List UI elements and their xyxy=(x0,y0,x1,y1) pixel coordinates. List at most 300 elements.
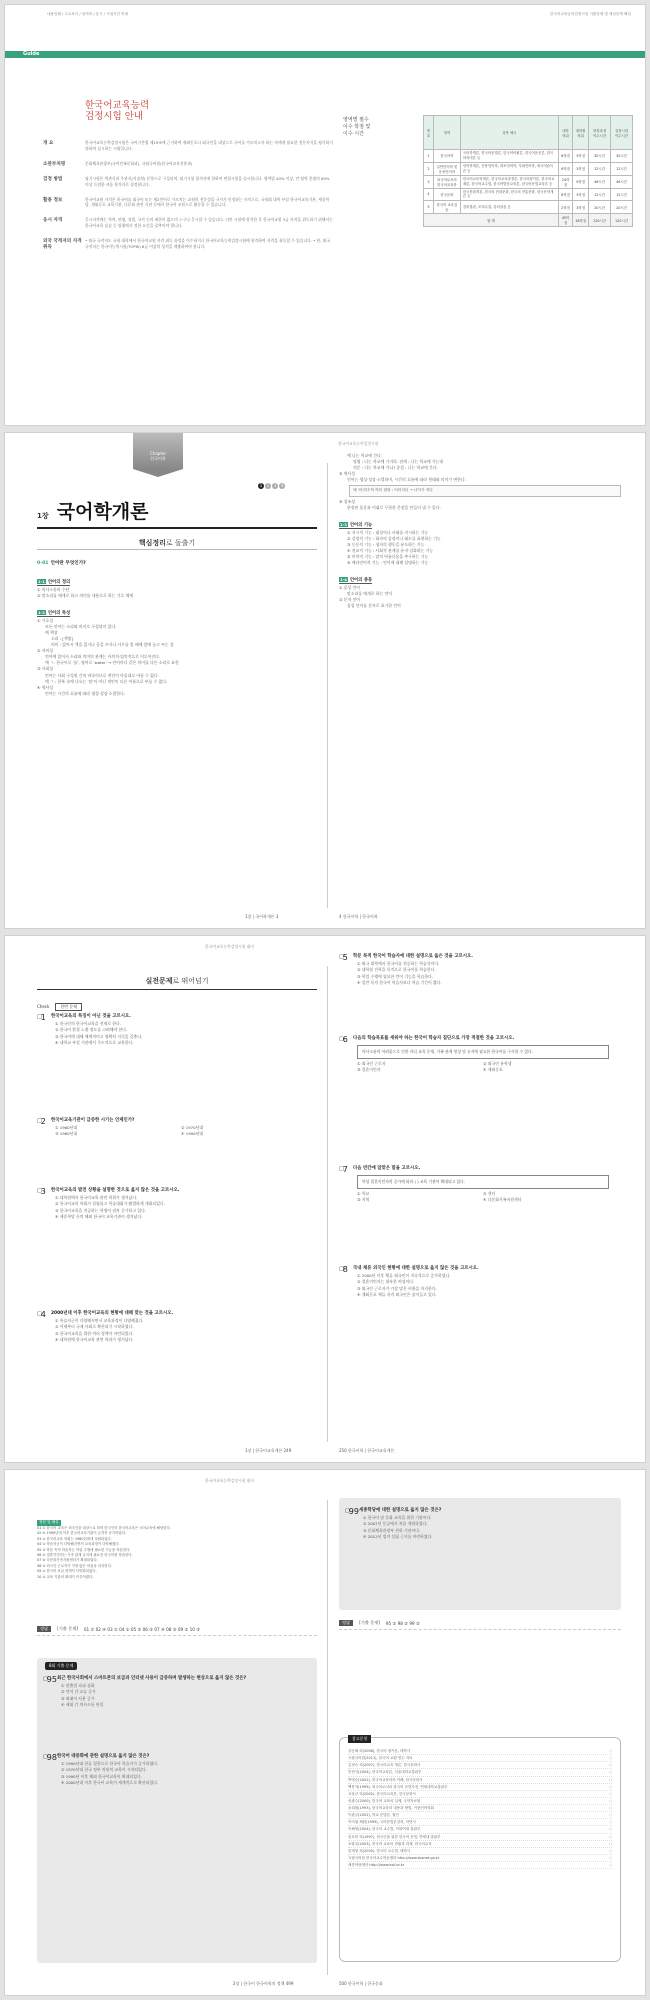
answer-option: ④ 다문화가족지원센터 xyxy=(483,1197,522,1203)
section-label: 활용 정보 xyxy=(43,197,63,203)
table-cell-subject: 강의참관, 모의수업, 강의실습 등 xyxy=(460,201,558,214)
footer-left: 1장 | 한국어교육개론 249 xyxy=(245,1448,292,1453)
core-summary-heading xyxy=(77,538,257,548)
side-line: 영역별 필수 xyxy=(343,117,369,123)
table-cell-c3: 12시간 xyxy=(589,162,611,175)
question-number: □ 5 xyxy=(339,954,353,961)
body-line: 예 ㄱ : 한복 속에 나오는 '말'이 아닌 개인이 다른 이름으로 부를 수 없다. xyxy=(45,678,168,684)
table-header-cell: 검정시험 이수시간 xyxy=(611,116,633,150)
top-meta-right: 한국어교육능력검정시험 기출문제 및 예상문제 해설 xyxy=(550,12,631,16)
question-95 xyxy=(43,1676,313,1709)
table-sum-c1: 45학점 xyxy=(558,214,572,227)
answer-option: ② 1970년대 한국 정부 차원의 교육이 시작되었다. xyxy=(61,1767,147,1773)
answer-line: 10 ③ 교육 기관의 확대가 이루어졌다. xyxy=(37,1574,94,1579)
check-label xyxy=(37,1003,82,1011)
reference-item: 세종학당재단 http://www.ksif.or.kr ○ xyxy=(348,1862,612,1869)
question-stem xyxy=(37,1311,307,1318)
table-cell-area: 일반언어학 및 응용언어학 xyxy=(433,162,460,175)
table-cell-c4: 30시간 xyxy=(611,150,633,163)
question-text: 다음 빈칸에 알맞은 말을 고르시오. xyxy=(353,1166,421,1171)
reference-item: 강승혜 외(2006), 한국어 평가론, 태학사 ○ xyxy=(348,1748,612,1755)
table-sum-c3: 120시간 xyxy=(589,214,611,227)
question-stem xyxy=(37,1014,307,1021)
answer-option: ① 2000년 이후 체류 외국인이 지속적으로 증가하였다. xyxy=(357,1273,451,1278)
question-number: □ 95 xyxy=(43,1676,57,1683)
question-text: 다음의 학습목표를 세워야 하는 한국어 학습자 집단으로 가장 적절한 것을 고르시오. xyxy=(353,1036,515,1041)
gutter-line xyxy=(327,1500,328,1975)
body-line: 언어는 시간의 흐름에 따라 생성·성장·소멸한다. xyxy=(45,690,126,696)
body-line: ① 기호성 xyxy=(37,618,53,624)
body-line: 예 ㄱ: 한국어로 '물', 영어로 'water' → 언어마다 같은 의미를 다른 소리로 표현 xyxy=(45,660,179,666)
answer-option: ① 대학원에서 한국어교육 관련 학위가 생겨났다. xyxy=(55,1195,138,1200)
question-7 xyxy=(339,1166,609,1204)
table-header-cell: 대학원 학위 xyxy=(573,116,589,150)
question-number: □ 3 xyxy=(37,1188,51,1195)
footer-right: 4 한국어학 | 한국어학 xyxy=(339,914,378,919)
table-cell-c1: 6학점 xyxy=(558,162,572,175)
table-cell-c3: 30시간 xyxy=(589,150,611,163)
answer-option: ④ 대학교 부설 기관에서 주도적으로 교육한다. xyxy=(55,1040,134,1046)
answer-tag: 정답 및 해설 xyxy=(39,1520,59,1524)
section-text: 한국어교육능력검정시험은 국어기본법 제19조에 근거하여 재외동포나 외국인을 대상으로 국어를 가르치고자 하는 자에게 필요한 전문지식을 평가하기 위하여 실시하는 시험입니다. xyxy=(85,140,333,151)
question-99 xyxy=(345,1508,615,1541)
credit-table xyxy=(423,115,633,227)
reference-item: 국립국어원(2011), 한국어 교원 연수 자료 ○ xyxy=(348,1755,612,1762)
body-line: ① 지시적 기능 : 대상이나 사태를 지시하는 기능 xyxy=(347,529,429,535)
page-chapter-1 xyxy=(4,432,646,929)
answer-option: ④ 세종학당 등의 해외 한국어 교육기관이 생겨났다. xyxy=(55,1214,143,1220)
question-text: 한국어교육의 발전 상황을 설명한 것으로 옳지 않은 것을 고르시오. xyxy=(51,1188,180,1193)
table-cell-c4: 12시간 xyxy=(611,162,633,175)
answer-line: 05 ③ 학문 목적 학습자는 학업 수행에 필요한 기능을 학습한다. xyxy=(37,1547,131,1552)
question-number: □ 99 xyxy=(345,1508,359,1515)
topic-number: 0-01 xyxy=(37,561,49,566)
body-line: ① 의사소통의 수단 xyxy=(37,587,70,592)
question-number: □ 1 xyxy=(37,1014,51,1021)
title-line-2: 검정시험 안내 xyxy=(85,111,144,122)
side-line: 이수 시간 xyxy=(343,131,364,137)
heading-number: 1-1 xyxy=(38,579,45,584)
section-text: 한국어교원 자격은 한국어를 외국어 또는 제2언어로 가르치는 교원의 전문성을 국가가 인정하는 자격으로, 국내외 대학 부설 한국어교육기관, 세종학당, 재외동포 교육기관, 다문화 관련 기관 등에서 한국어 교원으로 활동할 수 있습니다. xyxy=(85,196,330,208)
heading-wrap xyxy=(37,568,317,587)
references-tag: 참고문헌 xyxy=(348,1735,371,1743)
body-line: 소리 : [책쌍] xyxy=(51,636,73,642)
table-cell-subject: 한국어교육학개론, 한국어교육과정론, 한국어평가론, 한국어교재론, 한국어교수법, 한국어발음교육론, 한국어문법교육론 등 xyxy=(460,175,558,188)
question-text: 한국어 대중화에 관한 설명으로 옳지 않은 것은? xyxy=(57,1754,150,1759)
answer-option: ② 대학원 진학을 목적으로 한국어를 학습한다. xyxy=(357,967,436,973)
body-line: 언어는 생성·성장·소멸하며, 시간의 흐름에 따라 형태와 의미가 변한다. xyxy=(347,477,466,483)
table-header-cell: 영역 xyxy=(433,116,460,150)
answer-option: ② 2007년 몽골에서 처음 개원하였다. xyxy=(363,1521,428,1527)
section-text: • 외국 국적자도 국내 대학에서 한국어교원 자격 취득 과정을 이수하거나 한국어교육능력검정시험에 합격하여 자격을 취득할 수 있습니다. • 단, 외국 국적자는 한국어능력시험(TOPIK) 6급 이상의 성적을 제출하여야 합니다. xyxy=(85,238,331,249)
body-line: ⑤ 미학적 기능 : 말의 아름다움을 추구하는 기능 xyxy=(347,554,429,560)
section-title-sub: 로 뛰어넘기 xyxy=(172,977,209,985)
question-6 xyxy=(339,1036,609,1074)
table-cell-area: 한국어학 xyxy=(433,150,460,163)
ribbon-line-1: Chapter xyxy=(150,451,166,456)
answer-option: ③ 외국인 근로자가 가장 많은 비율을 차지한다. xyxy=(357,1285,437,1291)
question-stem xyxy=(339,1036,609,1043)
answer-option: ③ 한국어교육을 위한 여러 정책이 마련되었다. xyxy=(55,1330,134,1336)
answer-option: ② 이제부터 국제 사회로 확산되기 시작하였다. xyxy=(55,1324,134,1330)
past-exam-tag: 8회 기출 문제 xyxy=(45,1662,77,1670)
reference-item: 국립국어원 한국어교수학습샘터 http://www.kosnet.go.kr ○ xyxy=(348,1855,612,1862)
question-4 xyxy=(37,1311,307,1344)
question-text: 최근 한국사회에서 스마트폰의 보급과 인터넷 사용이 급증하며 발생하는 현상으로 옳지 않은 것은? xyxy=(57,1676,247,1681)
body-line: ② 말소리를 매개로 하고 의미를 내용으로 하는 기호 체계 xyxy=(37,593,134,599)
topic-question xyxy=(37,560,317,566)
table-cell-c1: 24학점 xyxy=(558,175,572,188)
heading-text: 언어의 정의 xyxy=(47,580,71,585)
question-text: 세종학당에 대한 설명으로 옳지 않은 것은? xyxy=(359,1508,442,1513)
question-stem xyxy=(37,1188,307,1195)
answer-line: 03 ② 한국어교육 학회는 1980년대에 설립되었다. xyxy=(37,1536,112,1541)
footer-right: 250 한국어학 | 한국어교육개론 xyxy=(339,1448,395,1453)
section-text: 응시자격에는 학력, 연령, 성별, 국적 등의 제한이 없으며 누구나 응시할 수 있습니다. 다만 시험에 합격한 후 한국어교원 3급 자격을 취득하기 위해서는 한국어교육 실습 등 법령에서 정한 요건을 갖추어야 합니다. xyxy=(85,217,333,229)
reference-item: 성광수(2000), 한국어 교육의 실제, 국학자료원 ○ xyxy=(348,1798,612,1805)
guide-label: Guide xyxy=(23,51,40,57)
answer-option: ① 맞춤법 파괴 심화 xyxy=(61,1683,95,1688)
table-row xyxy=(424,162,633,175)
answer-option: ④ 일반 목적 한국어 학습자보다 학습 기간이 짧다. xyxy=(357,980,442,986)
answer-strip-tag: 정답 xyxy=(37,1626,51,1632)
body-line: ① 음성 언어 xyxy=(339,585,360,591)
answer-option: ③ 외래어 사용 증가 xyxy=(61,1695,95,1701)
table-cell-c4: 20시간 xyxy=(611,201,633,214)
heading-number: 1-4 xyxy=(340,577,347,583)
question-stem xyxy=(339,954,609,961)
heading-wrap xyxy=(37,599,317,618)
answer-option: ② 외국인 유학생 xyxy=(483,1060,512,1066)
answer-line: 01 ① 한국어 교육은 외국인을 대상으로 하며 한국인의 한국어교육은 국어교육에 해당한다. xyxy=(37,1525,171,1530)
answer-strip-label: [기출 문제] xyxy=(57,1626,78,1631)
subsection-heading xyxy=(37,610,70,617)
section-title xyxy=(37,976,317,990)
guide-section xyxy=(43,176,333,188)
answer-strip-values: 01 ① 02 ④ 03 ② 04 ① 05 ③ 06 ③ 07 ④ 08 ③ 09 ② 10 ③ xyxy=(83,1626,200,1632)
question-text: 한국어교육기관이 급증한 시기는 언제인가? xyxy=(51,1118,135,1123)
table-sum-label: 합 계 xyxy=(424,214,559,227)
answer-options xyxy=(37,1125,307,1138)
section-text: 문화체육관광부(국어민족문화과), 국립국어원(한국어교육진흥과) xyxy=(85,160,193,166)
table-cell-c1: 6학점 xyxy=(558,150,572,163)
answer-option: ② 한국어교육 학회가 설립되고 학술대회가 활발하게 개최되었다. xyxy=(55,1201,165,1207)
right-page-header: 한국어교육능력검정시험 xyxy=(338,441,379,446)
answer-option: ① 학습자군이 다양해지면서 교육과정이 다양해졌다. xyxy=(55,1318,144,1323)
page-answers xyxy=(4,1469,646,1996)
body-line: 모든 언어는 소리와 의미로 구성되어 있다. xyxy=(45,624,117,630)
answer-option: ① 한국어 및 문화 교육을 위한 기관이다. xyxy=(363,1515,432,1520)
question-1 xyxy=(37,1014,307,1047)
gutter-line xyxy=(327,463,328,908)
past-exam-box-right xyxy=(339,1498,621,1610)
page-header: 한국어교육능력검정시험 대비 xyxy=(205,1478,254,1483)
reference-item: 임호빈 외(1997), 외국인을 위한 한국어 문법, 연세대 출판부 ○ xyxy=(348,1834,612,1841)
answer-options xyxy=(339,1061,609,1074)
answer-line: 08 ③ 외국인 근로자가 가장 많은 비율을 차지한다. xyxy=(37,1563,112,1568)
answer-strip xyxy=(37,1626,317,1636)
answer-option: ① 한국인의 한국어교육을 전제로 한다. xyxy=(55,1021,122,1026)
body-line: ⑥ 창조성 xyxy=(339,498,355,504)
table-cell-c2: 3학점 xyxy=(573,188,589,201)
table-cell-subject: 국어학개론, 한국어문법론, 한국어어휘론, 한국어음운론, 한국어의미론 등 xyxy=(460,150,558,163)
table-cell-no: 4 xyxy=(424,188,434,201)
reference-item: 이익섭·채완(1999), 국어문법론강의, 학연사 ○ xyxy=(348,1819,612,1826)
table-header-row xyxy=(424,116,633,150)
answer-option: ① 학교 xyxy=(357,1190,370,1196)
question-passage-box: 여성 결혼이민자의 증가에 따라 ( ) 교육 기관이 확대되고 있다. xyxy=(357,1175,609,1189)
answer-line: 09 ② 한국어 보급 정책이 다양화되었다. xyxy=(37,1569,97,1574)
check-box: 한번 문제 xyxy=(55,1003,82,1011)
footer-left: 2장 | 한국어 한국어학의 정책 499 xyxy=(233,1981,294,1986)
table-row xyxy=(424,188,633,201)
reference-item: 백봉자(1999), 외국어로서의 한국어 문법사전, 연세대학교출판부 ○ xyxy=(348,1784,612,1791)
answer-option: ② 언어 간 교류 증가 xyxy=(61,1689,96,1695)
body-line: ② 감정적 기능 : 화자의 감정이나 태도를 표현하는 기능 xyxy=(347,535,441,541)
step-circle: 3 xyxy=(273,483,277,488)
check-text: Check xyxy=(37,1004,50,1009)
core-title: 핵심정리 xyxy=(138,539,166,547)
answer-option: ③ 결혼이민자 xyxy=(357,1067,381,1073)
answer-option: ③ 한국어교육을 전공하는 학생이 점차 증가하고 있다. xyxy=(55,1207,147,1213)
guide-bar xyxy=(5,51,645,58)
question-number: □ 8 xyxy=(339,1266,353,1273)
table-cell-area: 한국문화 xyxy=(433,188,460,201)
guide-section xyxy=(43,140,333,152)
table-cell-c3: 20시간 xyxy=(589,201,611,214)
side-line: 이수 학점 및 xyxy=(343,124,371,130)
table-header-cell: 양성과정 이수시간 xyxy=(589,116,611,150)
guide-section xyxy=(43,238,333,250)
table-cell-c2: 3학점 xyxy=(573,150,589,163)
heading-text: 언어의 기능 xyxy=(349,522,373,528)
answer-option: ① 1990년대 한류 열풍으로 한국어 학습자가 증가하였다. xyxy=(61,1761,159,1766)
answer-strip-tag: 정답 xyxy=(339,1620,353,1626)
body-line: 명령 : 너는 학교에 가거라. 관계 : 나는 학교에 가는데 xyxy=(353,459,444,465)
body-line: ② 자의성 xyxy=(37,648,53,654)
answer-option: ④ 세대 간 의사소통 단절 xyxy=(61,1702,104,1708)
answer-explanations xyxy=(37,1520,317,1580)
body-line: ③ 능동적 기능 : 청자의 행동을 유도하는 기능 xyxy=(347,541,425,547)
table-header-cell: 번호 xyxy=(424,116,434,150)
section-text: 필기시험은 객관식과 주관식(서술형) 문항으로 구성되며, 필기시험 합격자에 한하여 면접시험을 실시합니다. 영역별 40% 이상, 전 영역 총점의 60% 이상 득점한 자를 합격자로 결정합니다. xyxy=(85,175,330,187)
heading-wrap xyxy=(339,511,621,530)
answer-option: ④ 재외동포 xyxy=(483,1067,503,1073)
page-header: 한국어교육능력검정시험 대비 xyxy=(205,944,254,949)
answer-option: ③ 한국어에 대해 체계적이고 명확히 지식을 갖춘다. xyxy=(55,1033,143,1039)
page-practice xyxy=(4,935,646,1463)
table-cell-no: 3 xyxy=(424,175,434,188)
question-stem xyxy=(43,1676,313,1683)
table-header-cell: 과목 예시 xyxy=(460,116,558,150)
step-circle: 1 xyxy=(259,483,263,488)
question-5 xyxy=(339,954,609,987)
ribbon-line-2: 한국어학 xyxy=(150,456,166,462)
body-line: 말소리를 매개로 하는 언어 xyxy=(347,591,393,597)
subsection-heading xyxy=(37,579,70,586)
page-title xyxy=(85,100,149,122)
question-stem xyxy=(339,1166,609,1173)
answer-option: ① 외국인 근로자 xyxy=(357,1060,386,1066)
answer-options xyxy=(339,1191,609,1204)
table-row xyxy=(424,175,633,188)
footer-left: 1장 | 국어학개론 3 xyxy=(245,914,279,919)
reference-item: 서상규 외(2002), 한국어교육론, 한국문화사 ○ xyxy=(348,1791,612,1798)
question-number: □ 6 xyxy=(339,1036,353,1043)
question-text: 국내 체류 외국인 현황에 대한 설명으로 옳지 않은 것을 고르시오. xyxy=(353,1266,479,1271)
body-line: ⑤ 역사성 xyxy=(339,471,355,477)
question-text: 2000년대 이후 한국어교육의 현황에 대해 맞는 것을 고르시오. xyxy=(51,1311,174,1316)
heading-number: 1-2 xyxy=(38,610,45,616)
footer-right: 500 한국어학 | 한국문화 xyxy=(339,1981,383,1986)
right-column xyxy=(339,453,621,609)
question-number: □ 98 xyxy=(43,1754,57,1761)
answer-option: ③ 문화체육관광부 산하 기관이다. xyxy=(363,1527,421,1533)
body-line: 음성 언어를 문자로 표기한 언어 xyxy=(347,603,401,609)
guide-sections xyxy=(43,140,333,259)
answer-line: 02 ④ 1990년대 이후 한국어교육기관이 급격히 증가하였다. xyxy=(37,1531,127,1536)
heading-text: 언어의 특성 xyxy=(47,611,71,617)
answer-option: ① 외국 대학에서 한국어를 전공하는 학습자이다. xyxy=(357,961,440,966)
question-3 xyxy=(37,1188,307,1221)
question-text: 한국어교육의 특징이 아닌 것을 고르시오. xyxy=(51,1014,131,1019)
subsection-heading xyxy=(339,577,372,584)
section-label: 개 요 xyxy=(43,141,54,146)
answer-strip-label: [기출 문제] xyxy=(359,1620,380,1625)
references-box xyxy=(339,1737,621,1962)
body-line: ⑥ 메타언어적 기능 : 언어에 대해 설명하는 기능 xyxy=(347,560,429,566)
step-circle: 4 xyxy=(280,483,284,488)
table-row xyxy=(424,201,633,214)
table-cell-subject: 한국문화개론, 한국의 현대문화, 한국의 전통문화, 한국문학개론 등 xyxy=(460,188,558,201)
guide-section xyxy=(43,161,333,167)
table-cell-c3: 46시간 xyxy=(589,175,611,188)
gutter-line xyxy=(327,966,328,1442)
answer-line: 04 ① 학습자군이 다양해지면서 교육과정이 다양해졌다. xyxy=(37,1542,120,1547)
title-line-1: 한국어교육능력 xyxy=(85,100,150,111)
question-8 xyxy=(339,1266,609,1299)
page-top-meta xyxy=(47,12,631,17)
table-cell-c2: 3학점 xyxy=(573,162,589,175)
answer-option: ④ 대학원에 한국어교육 관련 학과가 생겨났다. xyxy=(55,1337,134,1343)
answer-option: ③ 지역 xyxy=(357,1197,370,1203)
top-meta-left: 내용인쇄 / 주요표기 / 성적표 / 응시 / 시험시간 안내 xyxy=(47,12,129,16)
table-cell-c4: 46시간 xyxy=(611,175,633,188)
table-cell-area: 외국어로서의 한국어교육학 xyxy=(433,175,460,188)
body-line: 언어에 있어서 소리와 의미의 관계는 자의적·임의적으로 이루어진다. xyxy=(45,654,161,660)
table-cell-no: 5 xyxy=(424,201,434,214)
reference-item: 김정숙 외(2007), 한국어교육 개론, 한국문화사 ○ xyxy=(348,1762,612,1769)
body-line: ② 문자 언어 xyxy=(339,597,360,603)
answer-line: 06 ③ 결혼이민자는 가족 관계 유지에 필요한 한국어를 학습한다. xyxy=(37,1552,133,1557)
heading-text: 언어의 종류 xyxy=(349,578,373,584)
table-cell-c2: 3학점 xyxy=(573,201,589,214)
heading-number: 1-3 xyxy=(340,521,347,527)
table-header-cell: 대학 학위 xyxy=(558,116,572,150)
reference-item: 이해영(2004), 한국어 교수법, 이화여대 출판부 ○ xyxy=(348,1826,612,1833)
question-text: 학문 목적 한국어 학습자에 대한 설명으로 옳은 것을 고르시오. xyxy=(353,954,473,959)
reference-item: 이관규(2002), 학교 문법론, 월인 ○ xyxy=(348,1812,612,1819)
past-exam-box xyxy=(37,1658,317,1963)
question-98 xyxy=(43,1754,313,1787)
reference-item: 민현식(2004), 한국어교육론, 서울대학교출판부 ○ xyxy=(348,1769,612,1776)
question-passage-box: 의사소통의 어려움으로 인한 자녀 교육 문제, 가족 관계 형성 및 유지에 필요한 한국어를 구사할 수 있다. xyxy=(357,1045,609,1059)
question-stem xyxy=(43,1754,313,1761)
chapter-ribbon xyxy=(133,433,183,469)
reference-item: 한재영 외(2005), 한국어 교수법, 태학사 ○ xyxy=(348,1848,612,1855)
answer-option: ④ 2012년 법적 설립 근거를 마련하였다. xyxy=(363,1534,433,1540)
step-circle: 2 xyxy=(266,483,270,488)
chapter-step-indicator xyxy=(258,483,285,489)
reference-item: 윤희원(1993), 한국어교육의 내용과 방법, 이중언어학회 ○ xyxy=(348,1805,612,1812)
page-exam-guide xyxy=(4,4,646,426)
section-label: 응시 자격 xyxy=(43,218,63,224)
table-sum-row xyxy=(424,214,633,227)
answer-option: ③ 학업 수행에 필요한 언어 기능을 학습한다. xyxy=(357,973,434,979)
question-2 xyxy=(37,1118,307,1138)
answer-option: ④ 1990년대 xyxy=(181,1131,204,1137)
body-line: 예 나는 학교에 간다. xyxy=(347,453,383,458)
body-line: ④ 역사성 xyxy=(37,684,53,690)
table-cell-c4: 12시간 xyxy=(611,188,633,201)
body-line: ④ 친교적 기능 : 사회적 관계를 유지·강화하는 기능 xyxy=(347,548,434,554)
chapter-name: 국어학개론 xyxy=(56,501,149,523)
reference-item: 조항록(2003), 한국어 교육의 현황과 과제, 한국어교육 ○ xyxy=(348,1841,612,1848)
table-cell-subject: 언어학개론, 응용언어학, 대조언어학, 사회언어학, 외국어습득론 등 xyxy=(460,162,558,175)
question-stem xyxy=(37,1118,307,1125)
example-box: 예 '어리다'의 의미 변화 : 어리석다 → 나이가 적다 xyxy=(349,485,621,497)
heading-wrap xyxy=(339,566,621,585)
question-stem xyxy=(345,1508,615,1515)
table-cell-c1: 2학점 xyxy=(558,201,572,214)
divider xyxy=(37,549,317,550)
table-sum-c2: 18학점 xyxy=(573,214,589,227)
answer-option: ④ 재외동포 체류 자격 외국인은 줄어들고 있다. xyxy=(357,1292,437,1298)
table-cell-c1: 6학점 xyxy=(558,188,572,201)
body-line: 예 책상 xyxy=(45,630,58,636)
answer-option: ③ 1980년대 xyxy=(55,1131,78,1137)
table-cell-no: 1 xyxy=(424,150,434,163)
subsection-heading xyxy=(339,522,372,529)
section-label: 소관부처명 xyxy=(43,161,66,167)
guide-section xyxy=(43,217,333,229)
table-cell-c2: 9학점 xyxy=(573,175,589,188)
question-stem xyxy=(339,1266,609,1273)
question-number: □ 4 xyxy=(37,1311,51,1318)
table-cell-c3: 12시간 xyxy=(589,188,611,201)
body-line: 의문 : 너는 학교에 가니? 종결 : 나는 학교에 간다. xyxy=(353,465,438,471)
answer-option: ② 결혼이민자는 대부분 여성이다. xyxy=(357,1279,415,1285)
section-label: 외국 국적자의 자격 취득 xyxy=(43,239,82,250)
answer-strip-right xyxy=(339,1620,621,1630)
table-cell-area: 한국어 교육실습 xyxy=(433,201,460,214)
section-title-main: 실전문제 xyxy=(145,977,173,985)
answer-strip-values: 95 ② 98 ② 99 ③ xyxy=(385,1620,420,1626)
answer-option: ① 1960년대 xyxy=(55,1125,78,1130)
reference-item: 박영순(2002), 한국어교육학의 이해, 한국문화사 ○ xyxy=(348,1777,612,1784)
topic-text: 언어란 무엇인가? xyxy=(50,561,86,566)
side-heading xyxy=(343,117,370,138)
answer-option: ② 한국어 환경 노출 정도를 고려해야 한다. xyxy=(55,1027,128,1033)
question-number: □ 2 xyxy=(37,1118,51,1125)
answer-option: ② 1970년대 xyxy=(181,1125,204,1130)
question-number: □ 7 xyxy=(339,1166,353,1173)
body-line: 한정된 음운과 어휘로 무한한 문장을 만들어 낼 수 있다. xyxy=(347,504,441,510)
guide-section xyxy=(43,197,333,209)
body-line: ③ 사회성 xyxy=(37,666,53,672)
table-cell-no: 2 xyxy=(424,162,434,175)
answer-option: ③ 1990년 이후 해외 한국어교육이 확대되었다. xyxy=(61,1773,142,1779)
